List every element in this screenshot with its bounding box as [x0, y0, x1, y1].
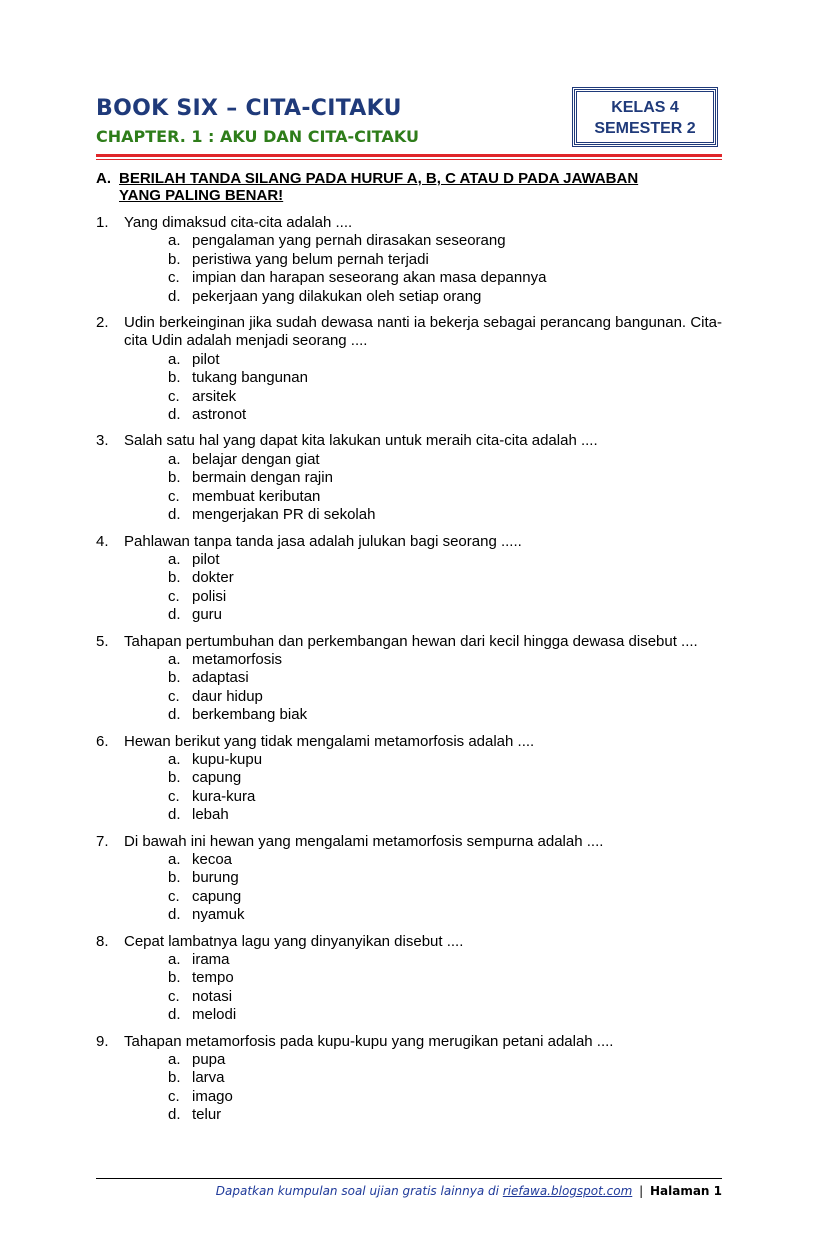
- answer-option[interactable]: [96, 451, 722, 469]
- answer-option[interactable]: [96, 751, 722, 769]
- footer-separator: |: [639, 1184, 644, 1198]
- option-letter: c.: [168, 687, 180, 705]
- footer-promo-text: Dapatkan kumpulan soal ujian gratis lainnya di: [215, 1184, 499, 1198]
- question-text: Salah satu hal yang dapat kita lakukan untuk meraih cita-cita adalah ....: [124, 432, 598, 450]
- option-text: capung: [192, 769, 242, 787]
- question-number: 3.: [96, 432, 109, 450]
- question-number: 4.: [96, 532, 109, 550]
- option-text: berkembang biak: [192, 706, 308, 724]
- answer-option[interactable]: [96, 288, 722, 306]
- answer-option[interactable]: [96, 1069, 722, 1087]
- answer-option[interactable]: [96, 888, 722, 906]
- question-list: [96, 214, 722, 1133]
- page-footer: [96, 1184, 722, 1198]
- option-text: dokter: [192, 569, 234, 587]
- page-header: [96, 96, 722, 162]
- answer-option[interactable]: [96, 269, 722, 287]
- option-text: metamorfosis: [192, 650, 283, 668]
- answer-option[interactable]: [96, 251, 722, 269]
- section-instruction: [119, 170, 638, 204]
- question-number: 5.: [96, 632, 109, 650]
- question-text: Pahlawan tanpa tanda jasa adalah julukan bagi seorang .....: [124, 532, 522, 550]
- question-item: [96, 432, 722, 524]
- question-item: [96, 933, 722, 1025]
- answer-option[interactable]: [96, 769, 722, 787]
- answer-option[interactable]: [96, 788, 722, 806]
- option-letter: a.: [168, 951, 181, 969]
- option-letter: c.: [168, 1087, 180, 1105]
- question-text: Di bawah ini hewan yang mengalami metamorfosis sempurna adalah ....: [124, 832, 604, 850]
- option-text: pilot: [192, 350, 220, 368]
- footer-rule: [96, 1178, 722, 1179]
- question-number: 9.: [96, 1032, 109, 1050]
- answer-option[interactable]: [96, 232, 722, 250]
- option-letter: c.: [168, 487, 180, 505]
- option-text: astronot: [192, 406, 247, 424]
- question-number: 7.: [96, 832, 109, 850]
- option-letter: a.: [168, 851, 181, 868]
- chapter-title: CHAPTER. 1 : AKU DAN CITA-CITAKU: [96, 127, 419, 146]
- answer-option[interactable]: [96, 369, 722, 387]
- answer-option[interactable]: [96, 406, 722, 424]
- option-text: pupa: [192, 1051, 226, 1069]
- option-text: guru: [192, 606, 223, 624]
- answer-option[interactable]: [96, 488, 722, 506]
- option-text: burung: [192, 869, 239, 887]
- option-letter: b.: [168, 250, 181, 268]
- option-text: melodi: [192, 1006, 237, 1024]
- option-letter: b.: [168, 369, 181, 387]
- option-letter: d.: [168, 806, 181, 824]
- option-text: impian dan harapan seseorang akan masa depannya: [192, 269, 547, 287]
- question-item: [96, 633, 722, 725]
- question-text: Tahapan pertumbuhan dan perkembangan hewan dari kecil hingga dewasa disebut ....: [124, 632, 698, 650]
- question-number: 1.: [96, 214, 109, 231]
- option-letter: c.: [168, 387, 180, 405]
- question-item: [96, 314, 722, 424]
- option-letter: d.: [168, 1006, 181, 1024]
- option-letter: a.: [168, 232, 181, 250]
- answer-option[interactable]: [96, 651, 722, 669]
- answer-option[interactable]: [96, 551, 722, 569]
- option-letter: d.: [168, 706, 181, 724]
- section-letter: A.: [96, 170, 111, 187]
- instruction-line-2: YANG PALING BENAR!: [119, 187, 284, 204]
- option-text: kecoa: [192, 851, 233, 868]
- option-text: bermain dengan rajin: [192, 469, 333, 487]
- option-text: telur: [192, 1106, 222, 1124]
- option-text: lebah: [192, 806, 229, 824]
- option-letter: a.: [168, 450, 181, 468]
- answer-option[interactable]: [96, 869, 722, 887]
- answer-option[interactable]: [96, 688, 722, 706]
- option-letter: c.: [168, 587, 180, 605]
- section-a-instruction: [96, 170, 722, 204]
- question-text: Cepat lambatnya lagu yang dinyanyikan disebut ....: [124, 932, 464, 950]
- option-letter: a.: [168, 650, 181, 668]
- option-letter: c.: [168, 887, 180, 905]
- answer-option[interactable]: [96, 1051, 722, 1069]
- footer-blog-link[interactable]: riefawa.blogspot.com: [502, 1184, 633, 1198]
- answer-option[interactable]: [96, 469, 722, 487]
- question-number: 8.: [96, 932, 109, 950]
- question-number: 6.: [96, 732, 109, 750]
- option-letter: b.: [168, 469, 181, 487]
- option-text: notasi: [192, 987, 233, 1005]
- option-letter: c.: [168, 787, 180, 805]
- answer-option[interactable]: [96, 506, 722, 524]
- question-text: Udin berkeinginan jika sudah dewasa nanti ia bekerja sebagai perancang bangunan. Cita-cita Udin adalah menjadi seorang ....: [124, 314, 722, 350]
- answer-option[interactable]: [96, 706, 722, 724]
- option-letter: d.: [168, 406, 181, 424]
- class-semester-box: [574, 89, 716, 145]
- option-letter: a.: [168, 1051, 181, 1069]
- answer-option[interactable]: [96, 906, 722, 924]
- option-text: polisi: [192, 587, 227, 605]
- instruction-line-1: BERILAH TANDA SILANG PADA HURUF A, B, C ATAU D PADA JAWABAN: [119, 170, 639, 187]
- option-letter: a.: [168, 550, 181, 568]
- answer-option[interactable]: [96, 951, 722, 969]
- option-text: mengerjakan PR di sekolah: [192, 506, 376, 524]
- option-letter: d.: [168, 606, 181, 624]
- option-letter: d.: [168, 906, 181, 924]
- question-item: [96, 733, 722, 825]
- option-letter: b.: [168, 669, 181, 687]
- option-text: tempo: [192, 969, 234, 987]
- header-rule: [96, 154, 722, 157]
- option-text: larva: [192, 1069, 225, 1087]
- option-text: kupu-kupu: [192, 750, 263, 768]
- option-text: capung: [192, 887, 242, 905]
- option-text: pekerjaan yang dilakukan oleh setiap orang: [192, 287, 482, 305]
- option-text: adaptasi: [192, 669, 249, 687]
- option-letter: b.: [168, 969, 181, 987]
- answer-option[interactable]: [96, 806, 722, 824]
- option-text: arsitek: [192, 387, 237, 405]
- option-letter: c.: [168, 987, 180, 1005]
- header-rule-thin: [96, 159, 722, 160]
- answer-option[interactable]: [96, 388, 722, 406]
- option-text: pengalaman yang pernah dirasakan seseorang: [192, 232, 506, 250]
- option-letter: b.: [168, 1069, 181, 1087]
- question-item: [96, 833, 722, 925]
- option-letter: b.: [168, 869, 181, 887]
- answer-option[interactable]: [96, 606, 722, 624]
- option-text: kura-kura: [192, 787, 256, 805]
- answer-option[interactable]: [96, 988, 722, 1006]
- answer-option[interactable]: [96, 588, 722, 606]
- answer-option[interactable]: [96, 1088, 722, 1106]
- option-letter: b.: [168, 769, 181, 787]
- question-text: Hewan berikut yang tidak mengalami metamorfosis adalah ....: [124, 732, 535, 750]
- answer-option[interactable]: [96, 351, 722, 369]
- question-text: Yang dimaksud cita-cita adalah ....: [124, 214, 353, 231]
- option-text: pilot: [192, 550, 220, 568]
- question-item: [96, 214, 722, 306]
- option-letter: b.: [168, 569, 181, 587]
- page-number: Halaman 1: [649, 1184, 722, 1198]
- option-text: peristiwa yang belum pernah terjadi: [192, 250, 429, 268]
- answer-option[interactable]: [96, 569, 722, 587]
- option-letter: d.: [168, 1106, 181, 1124]
- answer-option[interactable]: [96, 1006, 722, 1024]
- answer-option[interactable]: [96, 669, 722, 687]
- option-letter: d.: [168, 287, 181, 305]
- option-text: tukang bangunan: [192, 369, 308, 387]
- option-letter: a.: [168, 750, 181, 768]
- question-text: Tahapan metamorfosis pada kupu-kupu yang merugikan petani adalah ....: [124, 1032, 614, 1050]
- option-text: belajar dengan giat: [192, 450, 320, 468]
- option-letter: d.: [168, 506, 181, 524]
- book-title: BOOK SIX – CITA-CITAKU: [96, 96, 402, 121]
- question-item: [96, 533, 722, 625]
- option-letter: a.: [168, 350, 181, 368]
- answer-option[interactable]: [96, 969, 722, 987]
- option-letter: c.: [168, 269, 180, 287]
- option-text: nyamuk: [192, 906, 245, 924]
- class-label: KELAS 4: [611, 99, 679, 116]
- option-text: irama: [192, 951, 230, 969]
- answer-option[interactable]: [96, 851, 722, 869]
- question-item: [96, 1033, 722, 1125]
- option-text: membuat keributan: [192, 487, 321, 505]
- question-number: 2.: [96, 314, 109, 332]
- semester-label: SEMESTER 2: [594, 120, 696, 137]
- option-text: imago: [192, 1087, 233, 1105]
- option-text: daur hidup: [192, 687, 263, 705]
- answer-option[interactable]: [96, 1106, 722, 1124]
